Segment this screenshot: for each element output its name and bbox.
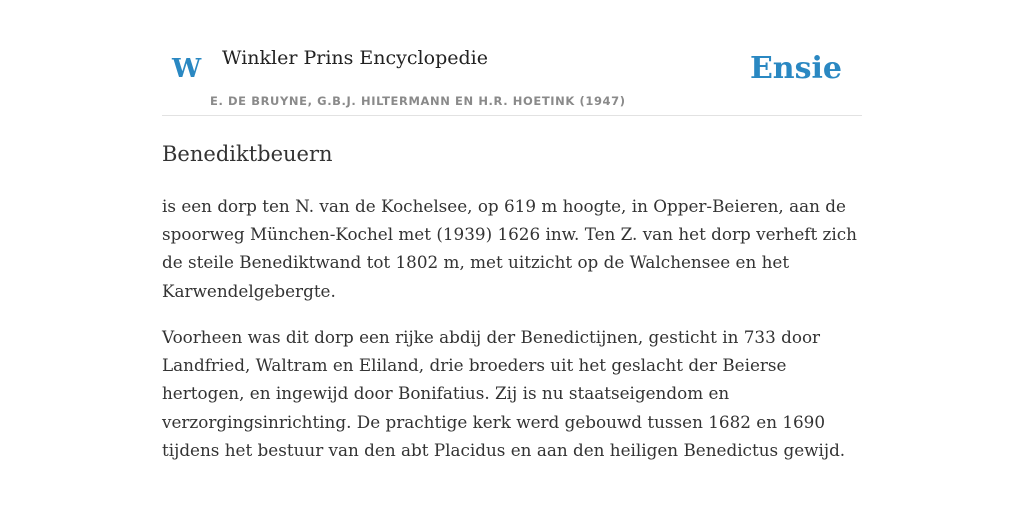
source-authors: E. DE BRUYNE, G.B.J. HILTERMANN EN H.R. HOETINK (1947) xyxy=(210,94,626,108)
source-title[interactable]: Winkler Prins Encyclopedie xyxy=(222,47,488,69)
page xyxy=(162,0,862,512)
entry-title: Benediktbeuern xyxy=(162,142,333,166)
source-header xyxy=(162,0,862,116)
winkler-prins-logo: W xyxy=(172,54,202,84)
entry-paragraph-2: Voorheen was dit dorp een rijke abdij der Benedictijnen, gesticht in 733 door Landfried, Waltram en Eliland, drie broeders uit het geslacht der Beierse hertogen, en ingewijd door Bonifatius. Zij is nu staatseigendom en verzorgingsinrichting. De prachtige kerk werd gebouwd tussen 1682 en 1690 tijdens het bestuur van den abt Placidus en aan den heiligen Benedictus gewijd. xyxy=(162,327,846,460)
ensie-brand-link[interactable]: Ensie xyxy=(749,51,842,86)
entry-paragraph-1: is een dorp ten N. van de Kochelsee, op 619 m hoogte, in Opper-Beieren, aan de spoorweg München-Kochel met (1939) 1626 inw. Ten Z. van het dorp verheft zich de steile Benediktwand tot 1802 m, met uitzicht op de Walchensee en het Karwendelgebergte. xyxy=(162,196,857,301)
